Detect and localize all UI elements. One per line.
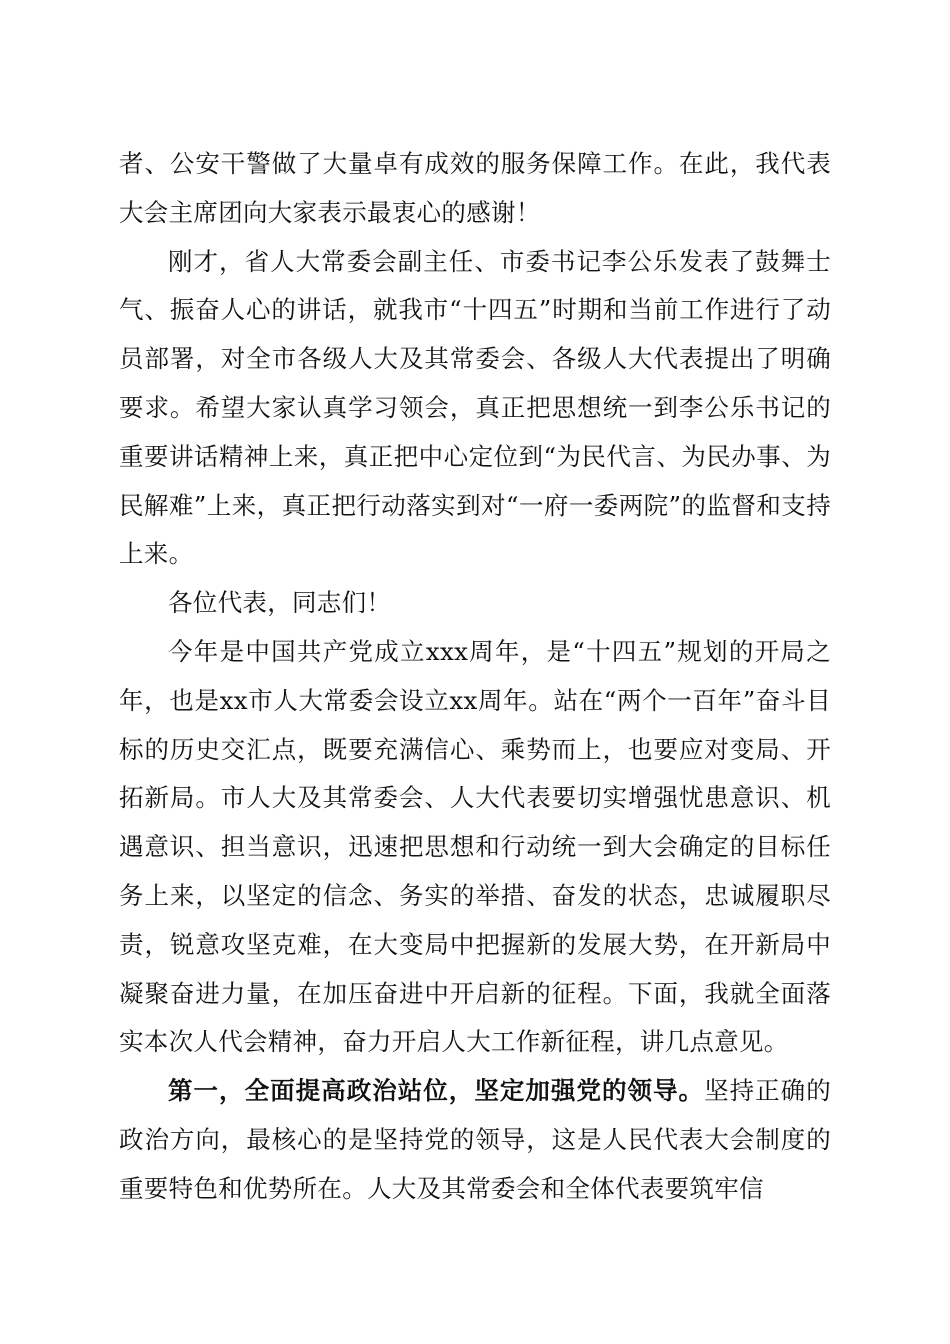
point-one-heading: 第一，全面提高政治站位，坚定加强党的领导。 (168, 1076, 705, 1106)
paragraph-speech-response: 刚才，省人大常委会副主任、市委书记李公乐发表了鼓舞士气、振奋人心的讲话，就我市“十四五”时期和当前工作进行了动员部署，对全市各级人大及其常委会、各级人大代表提出了明确要求。希望大家认真学习领会，真正把思想统一到李公乐书记的重要讲话精神上来，真正把中心定位到“为民代言、为民办事、为民解难”上来，真正把行动落实到对“一府一委两院”的监督和支持上来。 (119, 246, 831, 569)
paragraph-continuation: 者、公安干警做了大量卓有成效的服务保障工作。在此，我代表大会主席团向大家表示最衷心的感谢！ (119, 149, 831, 227)
point-one-body: 坚持正确的政治方向，最核心的是坚持党的领导，这是人民代表大会制度的重要特色和优势所在。人大及其常委会和全体代表要筑牢信 (119, 1076, 831, 1203)
body-text (119, 140, 831, 1214)
paragraph-point-one (119, 1067, 831, 1213)
paragraph-year-context: 今年是中国共产党成立xxx周年，是“十四五”规划的开局之年，也是xx市人大常委会设立xx周年。站在“两个一百年”奋斗目标的历史交汇点，既要充满信心、乘势而上，也要应对变局、开拓新局。市人大及其常委会、人大代表要切实增强忧患意识、机遇意识、担当意识，迅速把思想和行动统一到大会确定的目标任务上来，以坚定的信念、务实的举措、奋发的状态，忠诚履职尽责，锐意攻坚克难，在大变局中把握新的发展大势，在开新局中凝聚奋进力量，在加压奋进中开启新的征程。下面，我就全面落实本次人代会精神，奋力开启人大工作新征程，讲几点意见。 (119, 636, 831, 1057)
paragraph-greeting: 各位代表，同志们！ (168, 588, 392, 618)
